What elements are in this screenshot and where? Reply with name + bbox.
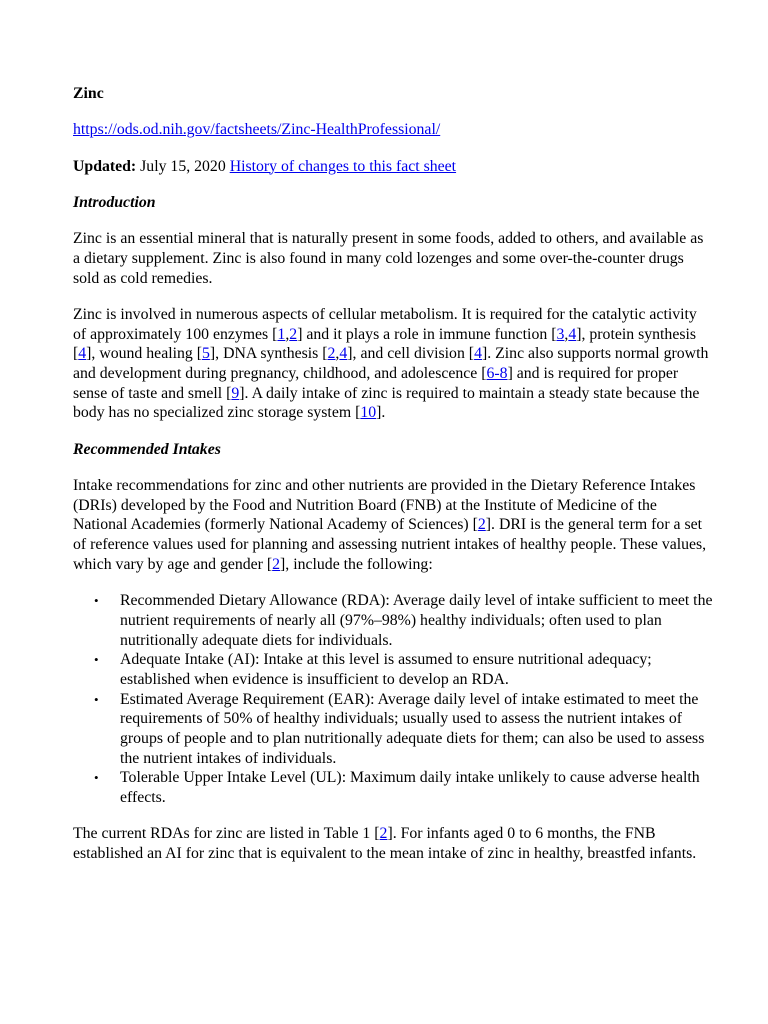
- intro-paragraph-1: Zinc is an essential mineral that is naturally present in some foods, added to others, and available as a dietary supplement. Zinc is also found in many cold lozenges and some over-the-counter drugs sold as cold remedies.: [73, 230, 704, 287]
- text-run: ], include the following:: [280, 555, 433, 573]
- source-url-link[interactable]: https://ods.od.nih.gov/factsheets/Zinc-HealthProfessional/: [73, 121, 441, 139]
- reference-link[interactable]: 4: [78, 345, 87, 363]
- reference-link[interactable]: 2: [272, 555, 281, 573]
- text-run: ], protein synthesis [: [73, 325, 697, 363]
- text-run: ]. For infants aged 0 to 6 months, the FNB established an AI for zinc that is equivalent to the mean intake of zinc in healthy, breastfed infants.: [73, 825, 697, 863]
- list-item: • Adequate Intake (AI): Intake at this level is assumed to ensure nutritional adequacy; established when evidence is insufficient to develop an RDA.: [120, 650, 713, 689]
- updated-line: [73, 157, 713, 177]
- list-item: • Estimated Average Requirement (EAR): Average daily level of intake estimated to meet the requirements of 50% of healthy individuals; usually used to assess the nutrient intakes of groups of people and to plan nutritionally adequate diets for them; can also be used to assess the nutrient intakes of individuals.: [120, 690, 713, 769]
- history-link[interactable]: History of changes to this fact sheet: [229, 157, 457, 175]
- reference-link[interactable]: 4: [339, 345, 348, 363]
- list-item: • Recommended Dietary Allowance (RDA): Average daily level of intake sufficient to meet the nutrient requirements of nearly all (97%–98%) healthy individuals; often used to plan nutritionally adequate diets for individuals.: [120, 591, 713, 650]
- updated-label: Updated:: [73, 157, 137, 175]
- recommended-paragraph-2: [73, 824, 713, 863]
- text-run: ,: [335, 345, 340, 363]
- reference-link[interactable]: 5: [202, 345, 210, 363]
- reference-link[interactable]: 9: [231, 384, 240, 402]
- reference-link[interactable]: 1: [277, 325, 286, 343]
- reference-link[interactable]: 3: [556, 325, 565, 343]
- text-run: ], wound healing [: [86, 345, 202, 363]
- recommended-paragraph-1: [73, 476, 713, 575]
- reference-link[interactable]: 2: [289, 325, 298, 343]
- text-run: ,: [564, 325, 569, 343]
- intro-paragraph-2: [73, 305, 713, 423]
- reference-link[interactable]: 2: [477, 516, 486, 534]
- text-run: Intake recommendations for zinc and other nutrients are provided in the Dietary Reference Intakes (DRIs) developed by the Food and Nutrition Board (FNB) at the Institute of Medicine of the National Academies (formerly National Academy of Sciences) [: [73, 477, 696, 534]
- reference-link[interactable]: 2: [327, 345, 336, 363]
- text-run: ] and is required for proper sense of taste and smell [: [73, 365, 679, 402]
- text-run: ]. Zinc also supports normal growth and development during pregnancy, childhood, and adolescence [: [73, 345, 709, 382]
- introduction-heading: Introduction: [73, 193, 156, 211]
- text-run: ]. A daily intake of zinc is required to maintain a steady state because the body has no specialized zinc storage system [: [73, 384, 700, 422]
- text-run: ]. DRI is the general term for a set of reference values used for planning and assessing nutrient intakes of healthy people. These values, which vary by age and gender [: [73, 516, 707, 573]
- reference-link[interactable]: 6-8: [486, 365, 508, 382]
- reference-link[interactable]: 2: [379, 825, 388, 843]
- text-run: Zinc is involved in numerous aspects of cellular metabolism. It is required for the catalytic activity of approximately 100 enzymes [: [73, 305, 697, 343]
- reference-link[interactable]: 4: [568, 325, 577, 343]
- recommended-intakes-heading: Recommended Intakes: [73, 440, 221, 458]
- text-run: ,: [285, 325, 290, 343]
- text-run: ], DNA synthesis [: [209, 345, 328, 363]
- text-run: ] and it plays a role in immune function [: [297, 325, 557, 343]
- list-item: • Tolerable Upper Intake Level (UL): Maximum daily intake unlikely to cause adverse health effects.: [120, 768, 713, 807]
- document-title: Zinc: [73, 85, 104, 102]
- text-run: ], and cell division [: [347, 345, 475, 363]
- source-url-line: [73, 120, 713, 140]
- reference-link[interactable]: 10: [360, 404, 377, 422]
- reference-link[interactable]: 4: [474, 345, 482, 363]
- document-body: [73, 84, 713, 880]
- text-run: The current RDAs for zinc are listed in Table 1 [: [73, 825, 380, 843]
- dri-bullet-list: [73, 591, 713, 808]
- updated-date: July 15, 2020: [136, 157, 230, 175]
- text-run: ].: [376, 404, 386, 422]
